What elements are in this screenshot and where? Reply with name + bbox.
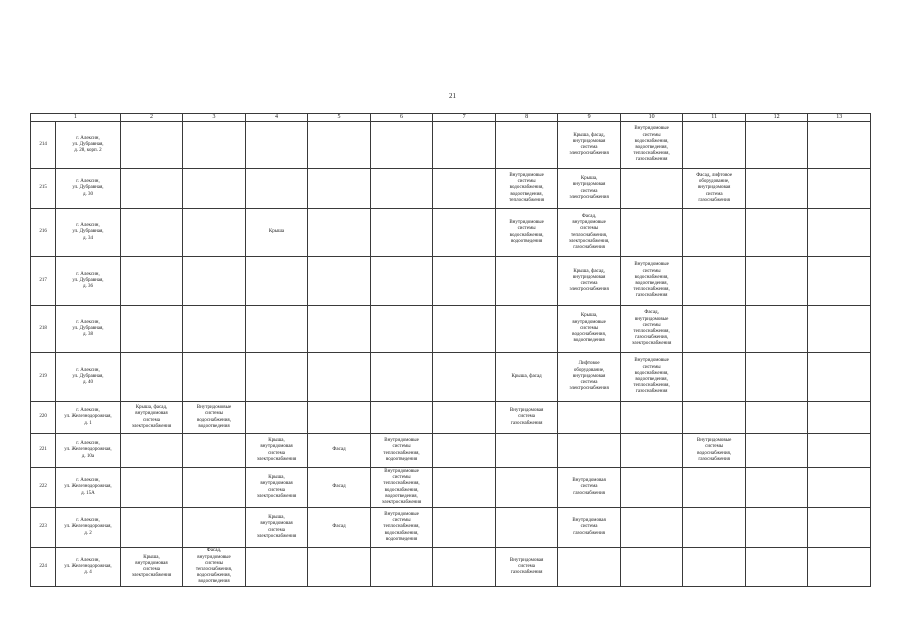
table-row [31,122,871,169]
cell-text: Крыша, фасад [511,373,542,379]
work-cell [433,257,496,306]
work-cell [308,548,371,587]
work-cell [183,468,246,508]
row-number-cell [31,548,56,587]
work-cell [620,353,683,402]
header-row [31,114,871,122]
work-cell [183,402,246,434]
column-header: 2 [120,114,183,122]
work-cell [620,434,683,468]
work-cell [745,353,808,402]
work-cell [745,468,808,508]
work-cell [558,548,621,587]
work-cell [120,122,183,169]
work-cell [808,548,871,587]
work-cell [370,548,433,587]
row-number-cell [31,306,56,353]
cell-text: 219 [39,373,47,379]
work-cell [433,169,496,209]
cell-text: Внутридомовая система газоснабжения [572,518,606,536]
cell-text: г. Алексин, ул. Железнодорожная, д. 2 [64,518,112,536]
work-cell [558,209,621,257]
work-cell [620,402,683,434]
work-cell [808,306,871,353]
table-row [31,548,871,587]
table-row [31,353,871,402]
cell-text: Фасад [332,447,346,453]
cell-text: 215 [39,185,47,191]
work-cell [183,353,246,402]
cell-text: Лифтовое оборудование, внутридомовая система электроснабжения [569,361,609,392]
cell-text: г. Алексин, ул. Дубравная, д. 28, корп. 2 [72,135,104,154]
work-cell [808,402,871,434]
address-cell [56,209,121,257]
work-cell [245,402,308,434]
address-cell [56,468,121,508]
table-body [31,122,871,587]
cell-text: г. Алексин, ул. Железнодорожная, д. 1 [64,408,112,426]
cell-text: г. Алексин, ул. Дубравная, д. 34 [72,223,104,241]
work-cell [433,508,496,548]
row-number-cell [31,169,56,209]
work-cell [808,353,871,402]
work-cell [683,402,746,434]
work-cell [433,468,496,508]
address-cell [56,306,121,353]
column-header: 11 [683,114,746,122]
cell-text: 217 [39,277,47,283]
work-cell [558,468,621,508]
work-cell [308,508,371,548]
cell-text: г. Алексин, ул. Железнодорожная, д. 10а [64,441,112,459]
cell-text: г. Алексин, ул. Железнодорожная, д. 4 [64,557,112,576]
work-cell [495,508,558,548]
work-cell [683,122,746,169]
work-cell [808,169,871,209]
cell-text: 214 [39,141,47,147]
cell-text: Крыша, фасад, внутридомовая система электроснабжения [131,405,172,429]
work-cell [308,169,371,209]
work-cell [245,508,308,548]
work-cell [683,306,746,353]
work-cell [245,353,308,402]
cell-text: г. Алексин, ул. Дубравная, д. 40 [72,367,104,386]
work-cell [370,306,433,353]
work-cell [120,434,183,468]
work-cell [808,434,871,468]
work-cell [495,353,558,402]
work-cell [558,434,621,468]
table-row [31,468,871,508]
address-cell [56,122,121,169]
work-cell [308,353,371,402]
column-header: 5 [308,114,371,122]
cell-text: Крыша, фасад, внутридомовая система электроснабжения [569,132,609,157]
work-cell [245,434,308,468]
work-cell [433,548,496,587]
work-cell [183,122,246,169]
work-cell [683,353,746,402]
cell-text: Внутридомовые системы водоснабжения, водоотведения, теплоснабжения, газоснабжения [633,126,670,163]
work-cell [808,257,871,306]
work-cell [245,548,308,587]
address-cell [56,353,121,402]
work-cell [120,209,183,257]
work-cell [620,257,683,306]
cell-text: Крыша, фасад, внутридомовая система электроснабжения [569,268,609,293]
work-cell [558,402,621,434]
cell-text: 222 [39,484,47,490]
cell-text: Внутридомовые системы теплоснабжения, водоотведения [383,438,420,462]
address-cell [56,257,121,306]
work-cell [183,508,246,548]
work-cell [433,353,496,402]
work-cell [620,508,683,548]
cell-text: 216 [39,229,47,235]
cell-text: Крыша, внутридомовая система электроснабжения [256,475,297,499]
table-row [31,402,871,434]
work-cell [183,434,246,468]
work-cell [370,353,433,402]
cell-text: Крыша, внутридомовая система электроснабжения [131,554,172,579]
cell-text: Фасад [332,524,346,530]
work-cell [683,169,746,209]
cell-text: Внутридомовая система газоснабжения [509,408,544,426]
work-cell [745,434,808,468]
table-row [31,169,871,209]
repair-schedule-table [30,113,871,587]
work-cell [620,548,683,587]
column-header: 1 [31,114,121,122]
cell-text: Фасад, внутридомовые системы теплоснабжения, водоснабжения, водоотведения [195,548,233,585]
work-cell [683,209,746,257]
cell-text: Крыша [268,229,285,235]
cell-text: Внутридомовые системы водоснабжения, водоотведения, теплоснабжения [509,172,545,203]
work-cell [495,209,558,257]
address-cell [56,402,121,434]
cell-text: г. Алексин, ул. Дубравная, д. 30 [72,179,104,197]
work-cell [433,402,496,434]
work-cell [120,402,183,434]
work-cell [683,257,746,306]
work-cell [183,169,246,209]
work-cell [308,468,371,508]
row-number-cell [31,508,56,548]
column-header: 4 [245,114,308,122]
cell-text: Внутридомовые системы водоснабжения, водоотведения [509,220,544,244]
cell-text: Крыша, внутридомовая система электроснабжения [256,515,297,539]
work-cell [620,468,683,508]
table-row [31,209,871,257]
cell-text: 220 [39,414,47,420]
work-cell [683,468,746,508]
work-cell [745,169,808,209]
work-cell [745,402,808,434]
cell-text: Крыша, внутридомовая система электроснабжения [256,438,297,462]
work-cell [745,209,808,257]
column-header: 3 [183,114,246,122]
work-cell [308,306,371,353]
cell-text: 218 [39,325,47,331]
column-header: 8 [495,114,558,122]
address-cell [56,548,121,587]
work-cell [120,306,183,353]
work-cell [308,402,371,434]
cell-text: Фасад, внутридомовые системы теплоснабжения, газоснабжения, электроснабжения [631,310,672,347]
cell-text: 221 [39,447,47,453]
work-cell [370,122,433,169]
work-cell [433,306,496,353]
cell-text: 223 [39,524,47,530]
cell-text: г. Алексин, ул. Железнодорожная, д. 15А [64,478,112,496]
row-number-cell [31,468,56,508]
work-cell [620,306,683,353]
column-header: 10 [620,114,683,122]
column-header: 7 [433,114,496,122]
cell-text: Внутридомовые системы водоснабжения, газоснабжения [696,438,732,462]
address-cell [56,434,121,468]
table-row [31,434,871,468]
work-cell [370,257,433,306]
row-number-cell [31,209,56,257]
work-cell [495,402,558,434]
work-cell [808,468,871,508]
work-cell [433,122,496,169]
row-number-cell [31,122,56,169]
work-cell [495,257,558,306]
cell-text: 224 [39,563,47,569]
work-cell [370,209,433,257]
work-cell [183,257,246,306]
work-cell [245,122,308,169]
work-cell [558,122,621,169]
work-cell [495,122,558,169]
cell-text: Фасад, лифтовое оборудование, внутридомовая система газоснабжения [696,172,733,203]
work-cell [433,209,496,257]
work-cell [120,169,183,209]
column-header: 12 [745,114,808,122]
work-cell [370,508,433,548]
cell-text: Внутридомовая система газоснабжения [509,557,544,576]
work-cell [558,257,621,306]
work-cell [808,209,871,257]
table-row [31,306,871,353]
cell-text: г. Алексин, ул. Дубравная, д. 38 [72,319,104,338]
work-cell [808,508,871,548]
work-cell [245,257,308,306]
work-cell [370,468,433,508]
work-cell [558,353,621,402]
cell-text: Внутридомовые системы теплоснабжения, водоснабжения, водоотведения [383,511,420,542]
table-row [31,257,871,306]
work-cell [745,306,808,353]
work-cell [433,434,496,468]
work-cell [308,257,371,306]
cell-text: Внутридомовая система газоснабжения [572,478,606,496]
column-header: 6 [370,114,433,122]
work-cell [620,209,683,257]
work-cell [620,169,683,209]
work-cell [120,353,183,402]
work-cell [495,306,558,353]
work-cell [120,468,183,508]
column-header: 13 [808,114,871,122]
cell-text: Фасад [332,484,346,490]
column-header: 9 [558,114,621,122]
row-number-cell [31,257,56,306]
work-cell [558,169,621,209]
cell-text: Внутридомовые системы водоснабжения, водоотведения [196,405,232,429]
work-cell [558,306,621,353]
work-cell [183,548,246,587]
work-cell [370,434,433,468]
address-cell [56,169,121,209]
cell-text: г. Алексин, ул. Дубравная, д. 36 [72,271,104,290]
cell-text: Фасад, внутридомовые системы теплоснабжения, электроснабжения, газоснабжения [568,213,610,250]
row-number-cell [31,353,56,402]
work-cell [183,209,246,257]
work-cell [245,209,308,257]
work-cell [683,508,746,548]
work-cell [120,508,183,548]
cell-text: Внутридомовые системы водоснабжения, водоотведения, теплоснабжения, газоснабжения [633,262,670,299]
work-cell [370,169,433,209]
work-cell [308,122,371,169]
work-cell [745,548,808,587]
work-cell [245,468,308,508]
work-cell [183,306,246,353]
work-cell [495,434,558,468]
cell-text: Внутридомовые системы водоснабжения, водоотведения, теплоснабжения, газоснабжения [633,358,670,395]
work-cell [495,548,558,587]
work-cell [245,169,308,209]
work-cell [745,257,808,306]
row-number-cell [31,402,56,434]
work-cell [683,548,746,587]
work-cell [620,122,683,169]
cell-text: Крыша, внутридомовая система электроснабжения [569,176,609,200]
work-cell [808,122,871,169]
table-row [31,508,871,548]
cell-text: Крыша, внутридомовые системы водоснабжения, водоотведения [572,313,607,344]
work-cell [120,548,183,587]
work-cell [308,209,371,257]
address-cell [56,508,121,548]
work-cell [245,306,308,353]
work-cell [558,508,621,548]
work-cell [308,434,371,468]
work-cell [495,468,558,508]
work-cell [745,508,808,548]
cell-text: Внутридомовые системы теплоснабжения, водоснабжения, водоотведения, электроснабжения [381,468,422,505]
row-number-cell [31,434,56,468]
page-number: 21 [449,92,456,100]
work-cell [745,122,808,169]
work-cell [370,402,433,434]
work-cell [495,169,558,209]
work-cell [683,434,746,468]
work-cell [120,257,183,306]
